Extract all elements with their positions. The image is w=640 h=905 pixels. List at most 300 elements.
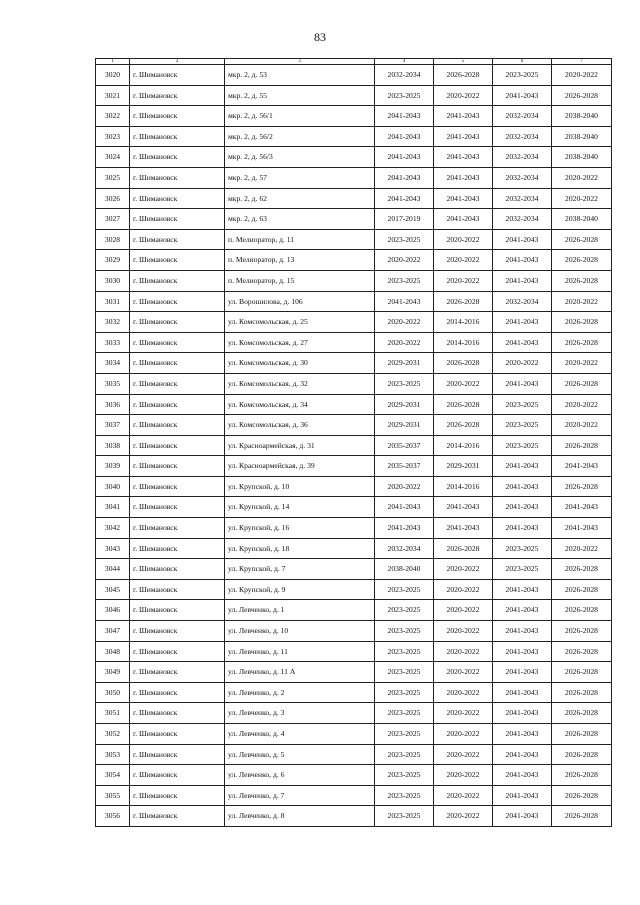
address-cell: ул. Комсомольская, д. 34 [225, 394, 375, 415]
address-cell: п. Мелиоратор, д. 13 [225, 250, 375, 271]
table-row [96, 806, 612, 827]
row-number: 3055 [96, 785, 130, 806]
city-cell: г. Шимановск [130, 518, 225, 539]
period-cell: 2026-2028 [552, 373, 612, 394]
column-header: 5 [434, 59, 493, 65]
period-cell: 2041-2043 [434, 497, 493, 518]
period-cell: 2035-2037 [375, 456, 434, 477]
period-cell: 2020-2022 [434, 250, 493, 271]
period-cell: 2020-2022 [493, 353, 552, 374]
row-number: 3045 [96, 579, 130, 600]
column-header: 3 [225, 59, 375, 65]
address-cell: ул. Левченко, д. 5 [225, 744, 375, 765]
period-cell: 2041-2043 [375, 188, 434, 209]
table-row [96, 641, 612, 662]
period-cell: 2038-2040 [552, 209, 612, 230]
row-number: 3043 [96, 538, 130, 559]
city-cell: г. Шимановск [130, 579, 225, 600]
table-row [96, 538, 612, 559]
period-cell: 2041-2043 [493, 476, 552, 497]
table-row [96, 106, 612, 127]
address-cell: ул. Левченко, д. 3 [225, 703, 375, 724]
table-row [96, 353, 612, 374]
period-cell: 2035-2037 [375, 435, 434, 456]
period-cell: 2032-2034 [493, 167, 552, 188]
row-number: 3041 [96, 497, 130, 518]
period-cell: 2026-2028 [434, 65, 493, 86]
period-cell: 2032-2034 [493, 209, 552, 230]
table-row [96, 724, 612, 745]
period-cell: 2041-2043 [375, 126, 434, 147]
period-cell: 2020-2022 [434, 785, 493, 806]
city-cell: г. Шимановск [130, 497, 225, 518]
period-cell: 2041-2043 [552, 518, 612, 539]
address-cell: ул. Красноармейская, д. 31 [225, 435, 375, 456]
column-header: 7 [552, 59, 612, 65]
row-number: 3052 [96, 724, 130, 745]
city-cell: г. Шимановск [130, 85, 225, 106]
period-cell: 2026-2028 [552, 579, 612, 600]
address-cell: мкр. 2, д. 62 [225, 188, 375, 209]
address-cell: п. Мелиоратор, д. 11 [225, 229, 375, 250]
table-row [96, 250, 612, 271]
address-cell: ул. Красноармейская, д. 39 [225, 456, 375, 477]
period-cell: 2020-2022 [552, 188, 612, 209]
row-number: 3022 [96, 106, 130, 127]
period-cell: 2041-2043 [493, 662, 552, 683]
period-cell: 2026-2028 [552, 641, 612, 662]
row-number: 3038 [96, 435, 130, 456]
city-cell: г. Шимановск [130, 209, 225, 230]
period-cell: 2041-2043 [493, 621, 552, 642]
row-number: 3047 [96, 621, 130, 642]
address-cell: мкр. 2, д. 56/3 [225, 147, 375, 168]
period-cell: 2026-2028 [434, 538, 493, 559]
period-cell: 2023-2025 [375, 373, 434, 394]
period-cell: 2041-2043 [434, 126, 493, 147]
period-cell: 2032-2034 [493, 106, 552, 127]
period-cell: 2041-2043 [375, 167, 434, 188]
period-cell: 2020-2022 [375, 250, 434, 271]
address-cell: мкр. 2, д. 56/2 [225, 126, 375, 147]
period-cell: 2023-2025 [375, 682, 434, 703]
address-cell: ул. Левченко, д. 11 [225, 641, 375, 662]
period-cell: 2014-2016 [434, 435, 493, 456]
period-cell: 2041-2043 [493, 229, 552, 250]
address-cell: ул. Левченко, д. 11 А [225, 662, 375, 683]
period-cell: 2026-2028 [552, 476, 612, 497]
city-cell: г. Шимановск [130, 394, 225, 415]
period-cell: 2020-2022 [552, 65, 612, 86]
city-cell: г. Шимановск [130, 188, 225, 209]
period-cell: 2020-2022 [434, 806, 493, 827]
city-cell: г. Шимановск [130, 724, 225, 745]
period-cell: 2023-2025 [375, 270, 434, 291]
period-cell: 2023-2025 [375, 579, 434, 600]
row-number: 3023 [96, 126, 130, 147]
row-number: 3024 [96, 147, 130, 168]
city-cell: г. Шимановск [130, 373, 225, 394]
period-cell: 2041-2043 [493, 600, 552, 621]
period-cell: 2041-2043 [434, 167, 493, 188]
period-cell: 2020-2022 [552, 415, 612, 436]
row-number: 3049 [96, 662, 130, 683]
period-cell: 2026-2028 [552, 621, 612, 642]
period-cell: 2023-2025 [375, 785, 434, 806]
period-cell: 2041-2043 [434, 518, 493, 539]
row-number: 3021 [96, 85, 130, 106]
table-row [96, 332, 612, 353]
period-cell: 2020-2022 [434, 641, 493, 662]
period-cell: 2041-2043 [434, 147, 493, 168]
column-header: 1 [96, 59, 130, 65]
city-cell: г. Шимановск [130, 332, 225, 353]
period-cell: 2038-2040 [552, 147, 612, 168]
period-cell: 2020-2022 [434, 744, 493, 765]
period-cell: 2041-2043 [434, 188, 493, 209]
city-cell: г. Шимановск [130, 106, 225, 127]
period-cell: 2041-2043 [375, 147, 434, 168]
period-cell: 2041-2043 [493, 518, 552, 539]
period-cell: 2020-2022 [434, 682, 493, 703]
period-cell: 2023-2025 [493, 435, 552, 456]
period-cell: 2038-2040 [552, 106, 612, 127]
row-number: 3033 [96, 332, 130, 353]
period-cell: 2026-2028 [552, 744, 612, 765]
period-cell: 2026-2028 [552, 85, 612, 106]
period-cell: 2041-2043 [493, 85, 552, 106]
city-cell: г. Шимановск [130, 435, 225, 456]
period-cell: 2041-2043 [493, 456, 552, 477]
period-cell: 2023-2025 [375, 806, 434, 827]
period-cell: 2014-2016 [434, 312, 493, 333]
period-cell: 2026-2028 [552, 312, 612, 333]
city-cell: г. Шимановск [130, 126, 225, 147]
period-cell: 2041-2043 [434, 209, 493, 230]
row-number: 3020 [96, 65, 130, 86]
table-row [96, 147, 612, 168]
address-cell: мкр. 2, д. 53 [225, 65, 375, 86]
period-cell: 2020-2022 [434, 85, 493, 106]
row-number: 3025 [96, 167, 130, 188]
period-cell: 2020-2022 [434, 600, 493, 621]
period-cell: 2032-2034 [493, 188, 552, 209]
row-number: 3056 [96, 806, 130, 827]
table-row [96, 456, 612, 477]
period-cell: 2023-2025 [375, 662, 434, 683]
period-cell: 2041-2043 [493, 270, 552, 291]
row-number: 3050 [96, 682, 130, 703]
period-cell: 2023-2025 [493, 415, 552, 436]
period-cell: 2041-2043 [375, 291, 434, 312]
period-cell: 2032-2034 [493, 147, 552, 168]
table-row [96, 312, 612, 333]
city-cell: г. Шимановск [130, 312, 225, 333]
city-cell: г. Шимановск [130, 641, 225, 662]
period-cell: 2041-2043 [375, 518, 434, 539]
table-row [96, 291, 612, 312]
period-cell: 2023-2025 [493, 559, 552, 580]
table-row [96, 518, 612, 539]
city-cell: г. Шимановск [130, 147, 225, 168]
period-cell: 2041-2043 [493, 579, 552, 600]
period-cell: 2020-2022 [552, 291, 612, 312]
period-cell: 2041-2043 [493, 806, 552, 827]
period-cell: 2026-2028 [552, 806, 612, 827]
table-row [96, 167, 612, 188]
city-cell: г. Шимановск [130, 682, 225, 703]
row-number: 3032 [96, 312, 130, 333]
city-cell: г. Шимановск [130, 250, 225, 271]
address-cell: ул. Крупской, д. 7 [225, 559, 375, 580]
address-cell: ул. Левченко, д. 8 [225, 806, 375, 827]
period-cell: 2041-2043 [493, 703, 552, 724]
period-cell: 2032-2034 [493, 291, 552, 312]
city-cell: г. Шимановск [130, 229, 225, 250]
table-row [96, 621, 612, 642]
row-number: 3042 [96, 518, 130, 539]
period-cell: 2020-2022 [434, 373, 493, 394]
period-cell: 2026-2028 [434, 394, 493, 415]
period-cell: 2041-2043 [493, 250, 552, 271]
city-cell: г. Шимановск [130, 65, 225, 86]
row-number: 3035 [96, 373, 130, 394]
period-cell: 2020-2022 [375, 312, 434, 333]
period-cell: 2041-2043 [493, 312, 552, 333]
period-cell: 2026-2028 [434, 415, 493, 436]
period-cell: 2026-2028 [552, 270, 612, 291]
column-header: 4 [375, 59, 434, 65]
address-cell: ул. Левченко, д. 1 [225, 600, 375, 621]
city-cell: г. Шимановск [130, 600, 225, 621]
table-row [96, 188, 612, 209]
period-cell: 2026-2028 [552, 559, 612, 580]
table-row [96, 682, 612, 703]
table-row [96, 765, 612, 786]
period-cell: 2026-2028 [552, 435, 612, 456]
period-cell: 2029-2031 [375, 415, 434, 436]
table-row [96, 559, 612, 580]
address-cell: п. Мелиоратор, д. 15 [225, 270, 375, 291]
table-row [96, 476, 612, 497]
row-number: 3034 [96, 353, 130, 374]
period-cell: 2020-2022 [552, 538, 612, 559]
address-cell: ул. Комсомольская, д. 32 [225, 373, 375, 394]
address-cell: ул. Левченко, д. 4 [225, 724, 375, 745]
address-cell: мкр. 2, д. 57 [225, 167, 375, 188]
period-cell: 2041-2043 [375, 497, 434, 518]
table-row [96, 373, 612, 394]
address-cell: ул. Комсомольская, д. 27 [225, 332, 375, 353]
table-row [96, 785, 612, 806]
period-cell: 2023-2025 [493, 538, 552, 559]
address-cell: ул. Крупской, д. 9 [225, 579, 375, 600]
table-row [96, 744, 612, 765]
address-cell: мкр. 2, д. 56/1 [225, 106, 375, 127]
address-cell: ул. Крупской, д. 14 [225, 497, 375, 518]
table-row [96, 415, 612, 436]
period-cell: 2020-2022 [552, 167, 612, 188]
period-cell: 2020-2022 [552, 394, 612, 415]
period-cell: 2041-2043 [375, 106, 434, 127]
period-cell: 2020-2022 [434, 621, 493, 642]
period-cell: 2029-2031 [434, 456, 493, 477]
address-cell: ул. Крупской, д. 18 [225, 538, 375, 559]
period-cell: 2041-2043 [552, 497, 612, 518]
city-cell: г. Шимановск [130, 353, 225, 374]
row-number: 3053 [96, 744, 130, 765]
period-cell: 2023-2025 [375, 229, 434, 250]
city-cell: г. Шимановск [130, 559, 225, 580]
period-cell: 2023-2025 [375, 641, 434, 662]
address-cell: мкр. 2, д. 55 [225, 85, 375, 106]
city-cell: г. Шимановск [130, 415, 225, 436]
period-cell: 2041-2043 [493, 744, 552, 765]
period-cell: 2014-2016 [434, 476, 493, 497]
table-row [96, 126, 612, 147]
period-cell: 2026-2028 [552, 250, 612, 271]
period-cell: 2041-2043 [493, 682, 552, 703]
period-cell: 2023-2025 [493, 394, 552, 415]
row-number: 3046 [96, 600, 130, 621]
period-cell: 2038-2040 [552, 126, 612, 147]
city-cell: г. Шимановск [130, 703, 225, 724]
city-cell: г. Шимановск [130, 538, 225, 559]
table-row [96, 497, 612, 518]
period-cell: 2026-2028 [552, 765, 612, 786]
address-cell: ул. Левченко, д. 7 [225, 785, 375, 806]
period-cell: 2026-2028 [552, 785, 612, 806]
period-cell: 2017-2019 [375, 209, 434, 230]
row-number: 3051 [96, 703, 130, 724]
table-row [96, 600, 612, 621]
period-cell: 2026-2028 [552, 724, 612, 745]
address-cell: ул. Ворошилова, д. 106 [225, 291, 375, 312]
city-cell: г. Шимановск [130, 806, 225, 827]
table-row [96, 703, 612, 724]
period-cell: 2041-2043 [493, 641, 552, 662]
period-cell: 2026-2028 [434, 353, 493, 374]
period-cell: 2041-2043 [493, 765, 552, 786]
period-cell: 2026-2028 [552, 332, 612, 353]
table-row [96, 662, 612, 683]
city-cell: г. Шимановск [130, 744, 225, 765]
address-cell: ул. Крупской, д. 10 [225, 476, 375, 497]
city-cell: г. Шимановск [130, 476, 225, 497]
address-cell: ул. Крупской, д. 16 [225, 518, 375, 539]
table-row [96, 65, 612, 86]
column-header: 6 [493, 59, 552, 65]
row-number: 3048 [96, 641, 130, 662]
table-row [96, 209, 612, 230]
city-cell: г. Шимановск [130, 785, 225, 806]
city-cell: г. Шимановск [130, 456, 225, 477]
row-number: 3028 [96, 229, 130, 250]
table-row [96, 435, 612, 456]
city-cell: г. Шимановск [130, 167, 225, 188]
row-number: 3044 [96, 559, 130, 580]
page-number: 83 [314, 30, 326, 44]
city-cell: г. Шимановск [130, 270, 225, 291]
period-cell: 2041-2043 [552, 456, 612, 477]
period-cell: 2023-2025 [375, 85, 434, 106]
table-row [96, 394, 612, 415]
table-row [96, 85, 612, 106]
period-cell: 2023-2025 [375, 621, 434, 642]
city-cell: г. Шимановск [130, 662, 225, 683]
period-cell: 2041-2043 [493, 373, 552, 394]
period-cell: 2026-2028 [552, 682, 612, 703]
row-number: 3029 [96, 250, 130, 271]
address-cell: ул. Комсомольская, д. 25 [225, 312, 375, 333]
housing-repair-schedule-table [95, 58, 612, 827]
city-cell: г. Шимановск [130, 291, 225, 312]
period-cell: 2041-2043 [493, 497, 552, 518]
period-cell: 2023-2025 [375, 600, 434, 621]
period-cell: 2014-2016 [434, 332, 493, 353]
period-cell: 2041-2043 [434, 106, 493, 127]
period-cell: 2026-2028 [434, 291, 493, 312]
table-row [96, 579, 612, 600]
period-cell: 2020-2022 [434, 765, 493, 786]
table-row [96, 229, 612, 250]
period-cell: 2029-2031 [375, 394, 434, 415]
city-cell: г. Шимановск [130, 621, 225, 642]
period-cell: 2023-2025 [375, 765, 434, 786]
period-cell: 2029-2031 [375, 353, 434, 374]
period-cell: 2026-2028 [552, 662, 612, 683]
period-cell: 2020-2022 [434, 229, 493, 250]
table-body [96, 59, 612, 827]
period-cell: 2020-2022 [375, 476, 434, 497]
address-cell: ул. Левченко, д. 6 [225, 765, 375, 786]
period-cell: 2020-2022 [552, 353, 612, 374]
period-cell: 2020-2022 [434, 559, 493, 580]
period-cell: 2038-2040 [375, 559, 434, 580]
row-number: 3036 [96, 394, 130, 415]
address-cell: ул. Левченко, д. 10 [225, 621, 375, 642]
address-cell: мкр. 2, д. 63 [225, 209, 375, 230]
column-header: 2 [130, 59, 225, 65]
row-number: 3040 [96, 476, 130, 497]
period-cell: 2041-2043 [493, 724, 552, 745]
row-number: 3031 [96, 291, 130, 312]
row-number: 3030 [96, 270, 130, 291]
period-cell: 2032-2034 [493, 126, 552, 147]
address-cell: ул. Комсомольская, д. 30 [225, 353, 375, 374]
period-cell: 2032-2034 [375, 538, 434, 559]
city-cell: г. Шимановск [130, 765, 225, 786]
period-cell: 2026-2028 [552, 229, 612, 250]
period-cell: 2026-2028 [552, 600, 612, 621]
address-cell: ул. Левченко, д. 2 [225, 682, 375, 703]
period-cell: 2041-2043 [493, 785, 552, 806]
period-cell: 2020-2022 [434, 662, 493, 683]
row-number: 3026 [96, 188, 130, 209]
period-cell: 2023-2025 [493, 65, 552, 86]
table-row [96, 270, 612, 291]
period-cell: 2020-2022 [375, 332, 434, 353]
period-cell: 2023-2025 [375, 703, 434, 724]
row-number: 3037 [96, 415, 130, 436]
row-number: 3054 [96, 765, 130, 786]
period-cell: 2020-2022 [434, 724, 493, 745]
row-number: 3039 [96, 456, 130, 477]
period-cell: 2041-2043 [493, 332, 552, 353]
period-cell: 2020-2022 [434, 703, 493, 724]
period-cell: 2023-2025 [375, 724, 434, 745]
address-cell: ул. Комсомольская, д. 36 [225, 415, 375, 436]
